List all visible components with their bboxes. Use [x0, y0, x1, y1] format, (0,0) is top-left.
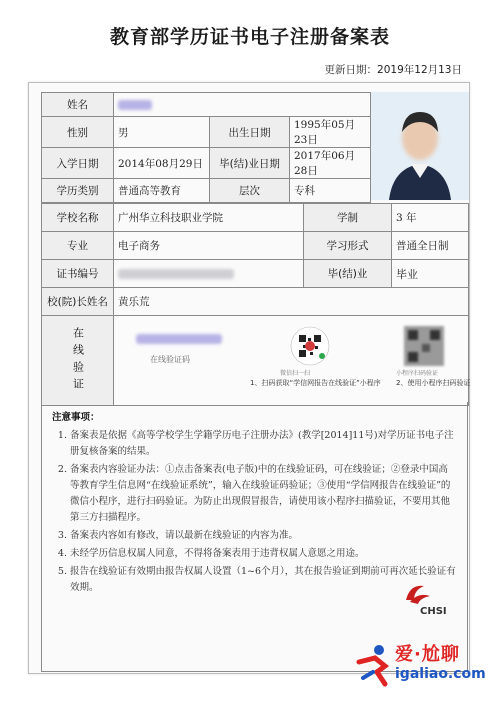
watermark-domain: igaliao.com: [395, 666, 486, 682]
qr1-caption: 微信扫一扫: [280, 370, 311, 377]
name-label: 姓名: [42, 93, 114, 117]
gender-label: 性别: [42, 117, 114, 148]
status-label: 毕(结)业: [304, 260, 392, 288]
note-item: 2. 备案表内容验证办法：①点击备案表(电子版)中的在线验证码，可在线验证；②登录中国高等教育学生信息网“在线验证系统”，输入在线验证码验证；③使用“学信网报告在线验证”的微信小程序，进行扫码验证。为防止出现假冒报告，请使用该小程序扫描验证，不要用其他第三方扫描程序。: [70, 462, 457, 526]
major-label: 专业: [42, 232, 114, 260]
portrait-image: [371, 92, 469, 200]
cert-value: [114, 260, 304, 288]
student-photo: [370, 92, 469, 200]
qr2-caption: 小程序扫码验证: [396, 370, 439, 377]
grad-label: 毕(结)业日期: [210, 148, 290, 179]
verify-label-cell: [42, 316, 114, 406]
note-item: 1. 备案表是依据《高等学校学生学籍学历电子注册办法》(教学[2014]11号)对学历证书电子注册复核备案的结果。: [70, 428, 457, 460]
status-value: 毕业: [392, 260, 469, 288]
note-item: 4. 未经学历信息权属人同意，不得将备案表用于违背权属人意愿之用途。: [70, 546, 457, 562]
system-label: 学制: [304, 204, 392, 232]
note-item: 3. 备案表内容如有修改，请以最新在线验证的内容为准。: [70, 528, 457, 544]
verify-qr-icon: [404, 326, 444, 366]
notes-heading: 注意事项：: [52, 412, 100, 423]
cert-label: 证书编号: [42, 260, 114, 288]
update-value: 2019年12月13日: [377, 64, 462, 76]
edu-type-value: 普通高等教育: [114, 179, 210, 203]
level-label: 层次: [210, 179, 290, 203]
verify-step-1: 1、扫码获取“学信网报告在线验证”小程序: [250, 379, 381, 387]
document-title: 教育部学历证书电子注册备案表: [109, 26, 390, 48]
president-label: 校(院)长姓名: [42, 288, 114, 316]
upper-table: [41, 92, 371, 203]
verify-label: 在线验证: [71, 326, 85, 395]
verify-code-label: 在线验证码: [150, 355, 190, 364]
cert-redacted: [118, 269, 234, 279]
notes-section: [41, 402, 468, 672]
chsi-logo-icon: [400, 578, 450, 618]
update-label: 更新日期：: [324, 64, 378, 76]
school-label: 学校名称: [42, 204, 114, 232]
lower-table: [41, 203, 469, 406]
birth-value: 1995年05月23日: [290, 117, 371, 148]
name-redacted: [118, 100, 152, 110]
verify-cell: [114, 316, 469, 406]
enroll-label: 入学日期: [42, 148, 114, 179]
verify-code-redacted[interactable]: [136, 334, 222, 344]
study-form-value: 普通全日制: [392, 232, 469, 260]
verify-area: [114, 316, 471, 405]
major-value: 电子商务: [114, 232, 304, 260]
level-value: 专科: [290, 179, 371, 203]
notes-list: [52, 428, 457, 596]
enroll-value: 2014年08月29日: [114, 148, 210, 179]
edu-type-label: 学历类别: [42, 179, 114, 203]
mini-program-qr-icon: [290, 326, 330, 366]
update-date: [325, 62, 462, 77]
watermark-brand: 爱·尬聊: [395, 644, 460, 665]
name-value: [114, 93, 371, 117]
study-form-label: 学习形式: [304, 232, 392, 260]
note-item: 5. 报告在线验证有效期由报告权属人设置（1~6个月），其在报告验证到期前可再次延长验证有效期。: [70, 564, 457, 596]
grad-value: 2017年06月28日: [290, 148, 371, 179]
system-value: 3 年: [392, 204, 469, 232]
watermark-figure-icon: [355, 644, 393, 688]
school-value: 广州华立科技职业学院: [114, 204, 304, 232]
birth-label: 出生日期: [210, 117, 290, 148]
watermark: [355, 640, 495, 700]
gender-value: 男: [114, 117, 210, 148]
chsi-logo-text: CHSI: [420, 606, 447, 617]
verify-step-2: 2、使用小程序扫码验证: [396, 379, 471, 387]
president-value: 黄乐荒: [114, 288, 469, 316]
